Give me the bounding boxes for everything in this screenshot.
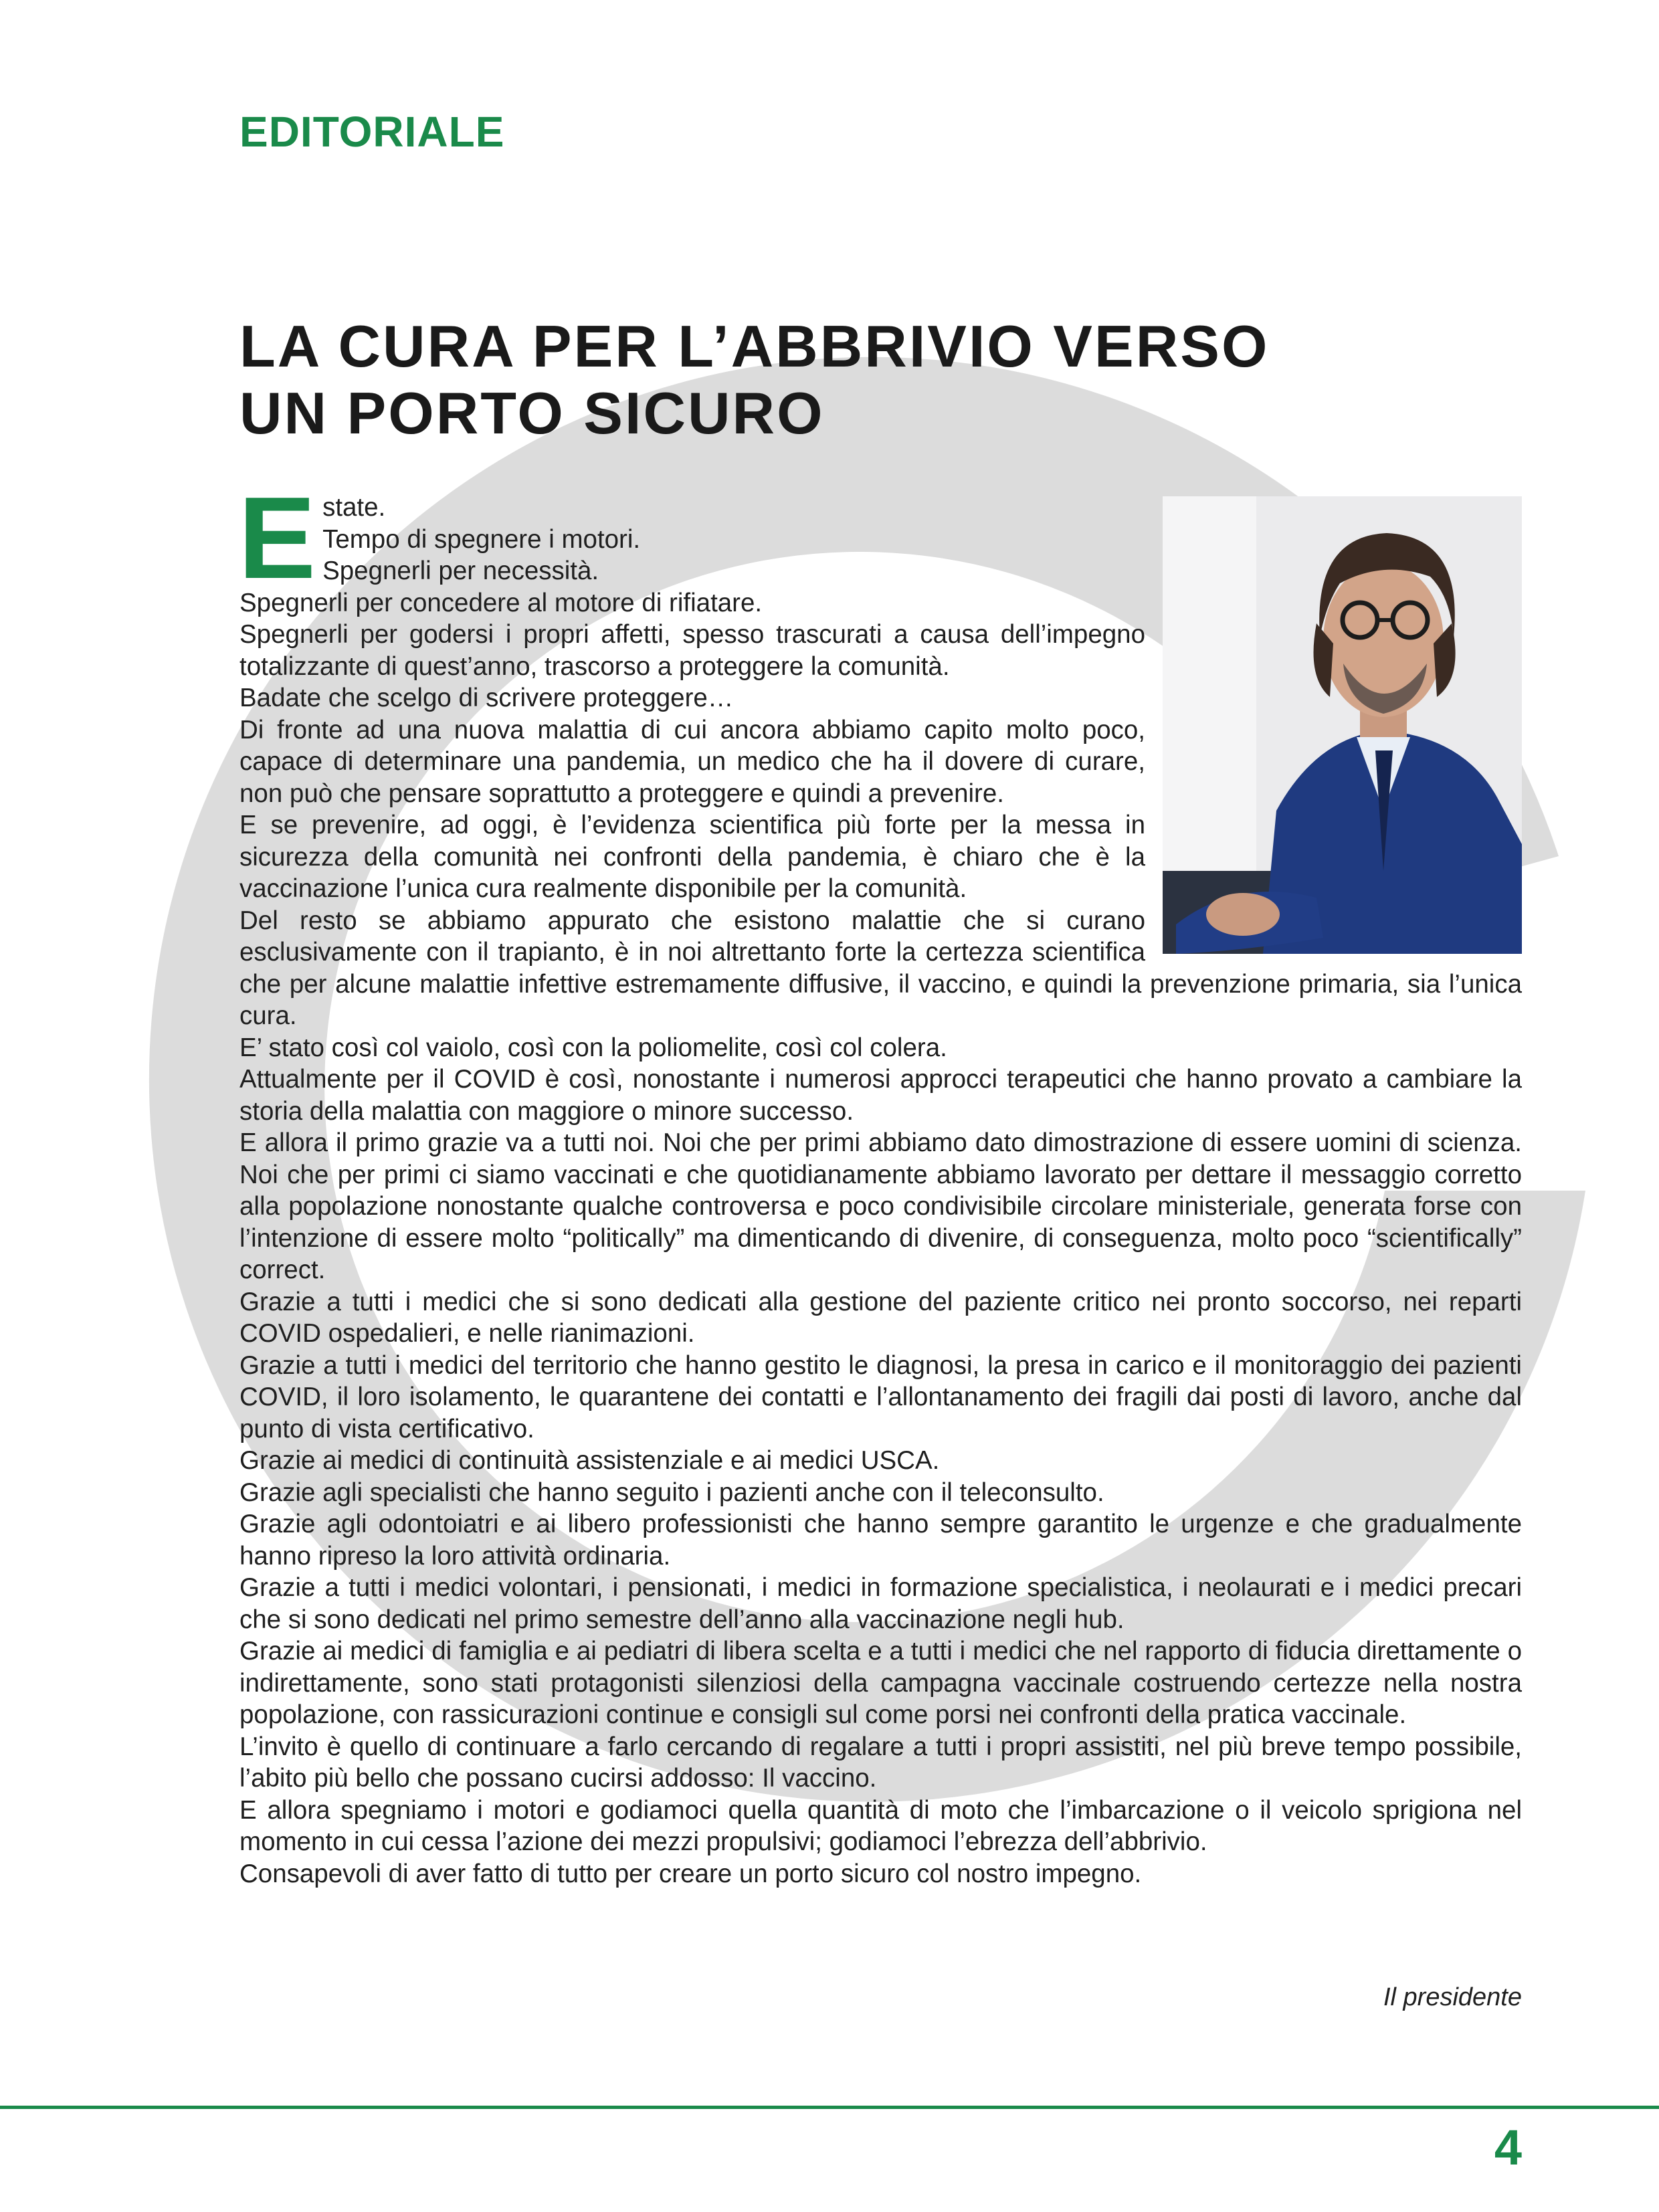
paragraph: E allora il primo grazie va a tutti noi. Noi che per primi abbiamo dato dimostrazione di essere uomini di scienza. Noi che per primi ci siamo vaccinati e che quotidianamente abbiamo lavorato per dettare il messaggio corretto alla popolazione nonostante qualche controversa e poco condivisibile circolare ministeriale, generata forse con l’intenzione di essere molto “politically” ma dimenticando di divenire, di conseguenza, molto poco “scientifically” correct. xyxy=(239,1128,1522,1284)
author-photo xyxy=(1163,496,1522,954)
paragraph: Spegnerli per necessità. xyxy=(322,557,599,585)
paragraph: Tempo di spegnere i motori. xyxy=(322,524,641,554)
title-line-2: UN PORTO SICURO xyxy=(239,380,825,446)
paragraph: Del resto se abbiamo appurato che esistono malattie che si curano esclusivamente con il trapianto, è in noi altrettanto forte la certezza scientifica che per alcune malattie infettive estremamente diffusive, il vaccino, e quindi la prevenzione primaria, sia l’unica cura. xyxy=(239,906,1522,1030)
paragraph: E’ stato così col vaiolo, così con la poliomelite, così col colera. xyxy=(239,1033,947,1062)
paragraph: Attualmente per il COVID è così, nonostante i numerosi approcci terapeutici che hanno provato a cambiare la storia della malattia con maggiore o minore successo. xyxy=(239,1065,1522,1126)
paragraph: Di fronte ad una nuova malattia di cui ancora abbiamo capito molto poco, capace di determinare una pandemia, un medico che ha il dovere di curare, non può che pensare soprattutto a proteggere e quindi a prevenire. xyxy=(239,715,1145,808)
article-body xyxy=(238,472,1522,1890)
paragraph: E allora spegniamo i motori e godiamoci quella quantità di moto che l’imbarcazione o il veicolo sprigiona nel momento in cui cessa l’azione dei mezzi propulsivi; godiamoci l’ebrezza dell’abbrivio. xyxy=(239,1795,1522,1856)
signature: Il presidente xyxy=(1383,1983,1522,2011)
page-number: 4 xyxy=(1494,2120,1522,2175)
footer-divider xyxy=(0,2106,1659,2109)
paragraph: Grazie a tutti i medici che si sono dedicati alla gestione del paziente critico nei pronto soccorso, nei reparti COVID ospedalieri, e nelle rianimazioni. xyxy=(239,1287,1522,1348)
paragraph: Grazie agli odontoiatri e ai libero professionisti che hanno sempre garantito le urgenze e che gradualmente hanno ripreso la loro attività ordinaria. xyxy=(239,1510,1522,1571)
paragraph: Grazie ai medici di continuità assistenziale e ai medici USCA. xyxy=(239,1446,940,1475)
paragraph: Grazie agli specialisti che hanno seguito i pazienti anche con il teleconsulto. xyxy=(239,1478,1104,1507)
paragraph: Grazie ai medici di famiglia e ai pediatri di libera scelta e a tutti i medici che nel rapporto di fiducia direttamente o indirettamente, sono stati protagonisti silenziosi della campagna vaccinale costruendo certezze nella nostra popolazione, con rassicurazioni continue e consigli sul come porsi nei confronti della pratica vaccinale. xyxy=(239,1637,1522,1729)
paragraph: Grazie a tutti i medici del territorio che hanno gestito le diagnosi, la presa in carico e il monitoraggio dei pazienti COVID, il loro isolamento, le quarantene dei contatti e l’allontanamento dei fragili dai posti di lavoro, anche dal punto di vista certificativo. xyxy=(239,1350,1522,1443)
paragraph: L’invito è quello di continuare a farlo cercando di regalare a tutti i propri assistiti, nel più breve tempo possibile, l’abito più bello che possano cucirsi addosso: Il vaccino. xyxy=(239,1732,1522,1793)
paragraph: E se prevenire, ad oggi, è l’evidenza scientifica più forte per la messa in sicurezza della comunità nei confronti della pandemia, è chiaro che è la vaccinazione l’unica cura realmente disponibile per la comunità. xyxy=(239,811,1145,903)
section-label: EDITORIALE xyxy=(239,108,505,156)
title-line-1: LA CURA PER L’ABBRIVIO VERSO xyxy=(239,313,1270,379)
paragraph: Consapevoli di aver fatto di tutto per creare un porto sicuro col nostro impegno. xyxy=(239,1859,1142,1888)
dropcap-letter: E xyxy=(238,472,316,603)
paragraph: Badate che scelgo di scrivere proteggere… xyxy=(239,684,734,712)
article-title xyxy=(239,313,1510,447)
paragraph: Grazie a tutti i medici volontari, i pensionati, i medici in formazione specialistica, i neolaurati e i medici precari che si sono dedicati nel primo semestre dell’anno alla vaccinazione negli hub. xyxy=(239,1573,1522,1634)
paragraph: Spegnerli per concedere al motore di rifiatare. xyxy=(239,588,763,617)
paragraph: Spegnerli per godersi i propri affetti, spesso trascurati a causa dell’impegno totalizzante di quest’anno, trascorso a proteggere la comunità. xyxy=(239,620,1145,681)
opening-text: state. xyxy=(322,493,386,522)
